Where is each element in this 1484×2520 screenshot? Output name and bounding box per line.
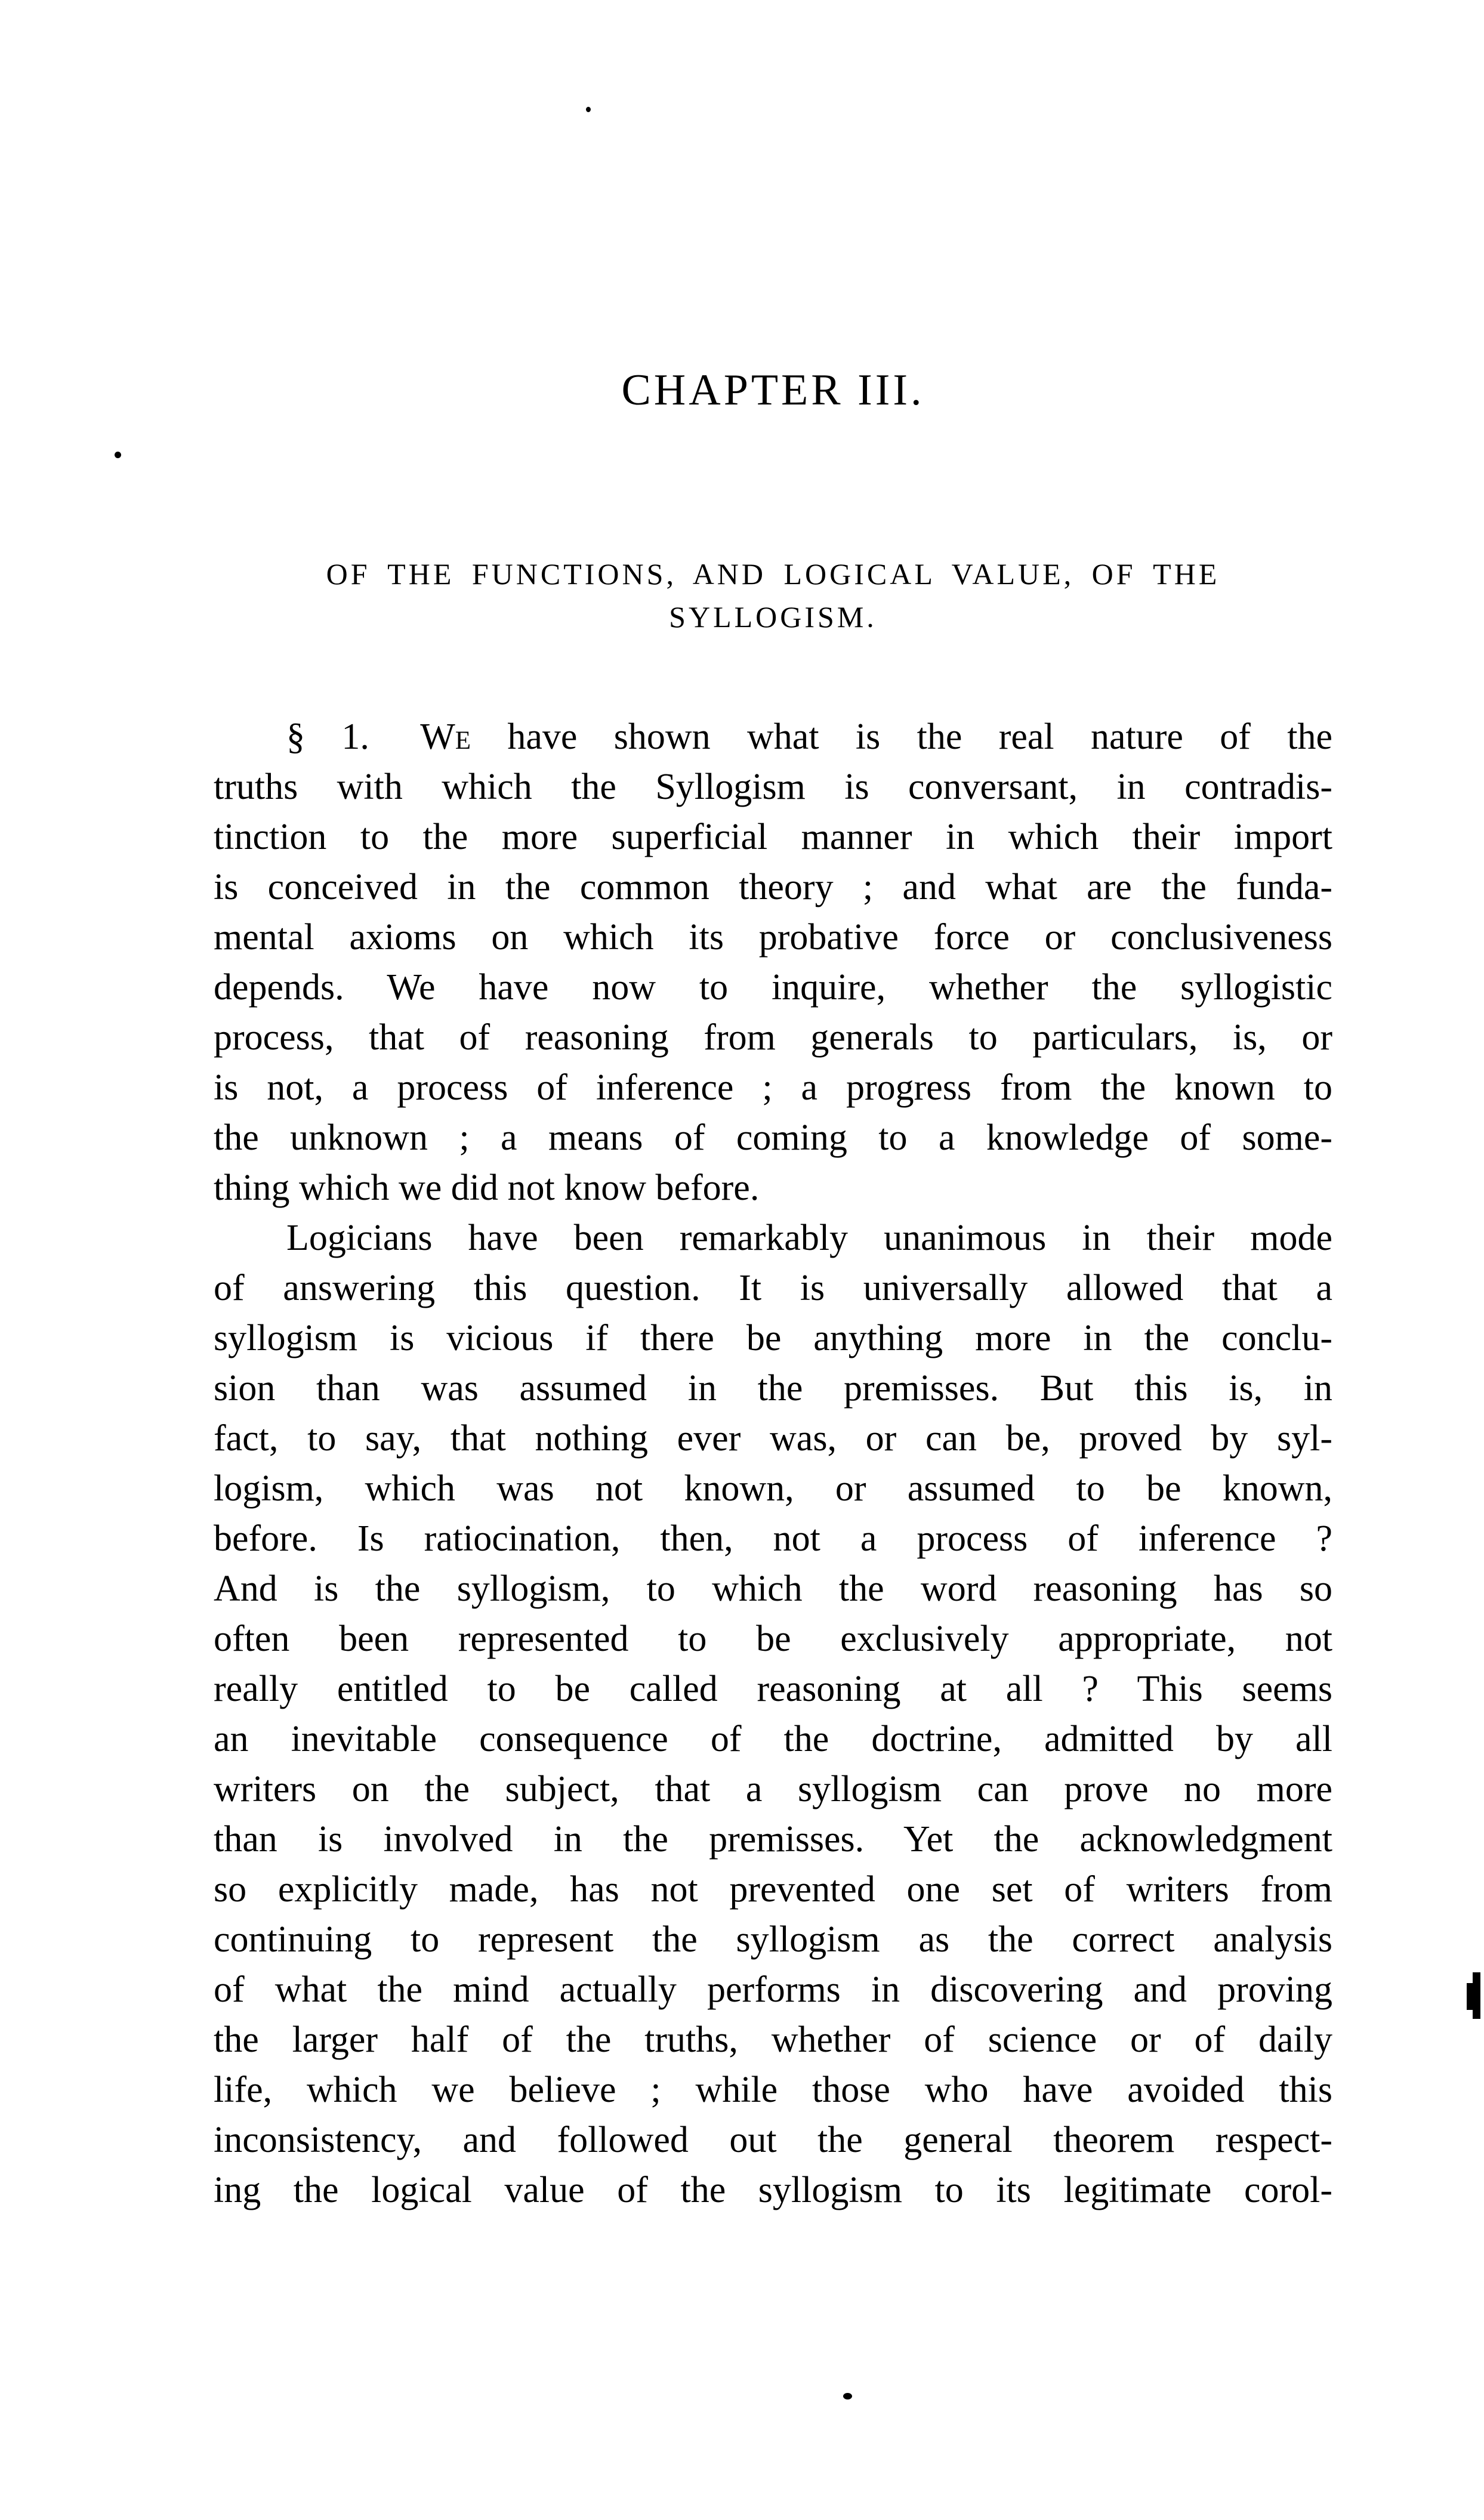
- text-line: process, that of reasoning from generals to particulars, is, or: [214, 1017, 1332, 1058]
- text-line: ing the logical value of the syllogism to its legitimate corol-: [214, 2170, 1332, 2210]
- text-line: depends. We have now to inquire, whether the syllogistic: [214, 967, 1332, 1008]
- text-line: And is the syllogism, to which the word reasoning has so: [214, 1568, 1332, 1609]
- text-line: Logicians have been remarkably unanimous in their mode: [286, 1218, 1332, 1258]
- text-line: so explicitly made, has not prevented one set of writers from: [214, 1869, 1332, 1910]
- text-line: syllogism is vicious if there be anything more in the conclu-: [214, 1318, 1332, 1358]
- section-title-line: OF THE FUNCTIONS, AND LOGICAL VALUE, OF THE: [326, 557, 1220, 591]
- text-line: fact, to say, that nothing ever was, or can be, proved by syl-: [214, 1418, 1332, 1459]
- text-line: of answering this question. It is universally allowed that a: [214, 1268, 1332, 1308]
- text-line: mental axioms on which its probative force or conclusiveness: [214, 917, 1332, 958]
- margin-ink-mark: [1467, 1983, 1474, 2010]
- text-line: really entitled to be called reasoning at all ? This seems: [214, 1669, 1332, 1709]
- ink-speck: [115, 452, 121, 458]
- body-text: [214, 712, 1332, 2215]
- ink-speck: [843, 2393, 852, 2399]
- text-line: life, which we believe ; while those who have avoided this: [214, 2070, 1332, 2110]
- text-line: the larger half of the truths, whether of science or of daily: [214, 2019, 1332, 2060]
- ink-speck: [586, 107, 591, 112]
- text-line: is conceived in the common theory ; and what are the funda-: [214, 867, 1332, 907]
- text-line: logism, which was not known, or assumed to be known,: [214, 1468, 1332, 1509]
- text-line: is not, a process of inference ; a progress from the known to: [214, 1067, 1332, 1108]
- text-line: continuing to represent the syllogism as the correct analysis: [214, 1919, 1332, 1960]
- text-line: sion than was assumed in the premisses. But this is, in: [214, 1368, 1332, 1409]
- chapter-heading: CHAPTER III.: [621, 366, 925, 415]
- text-line: of what the mind actually performs in discovering and proving: [214, 1969, 1332, 2010]
- text-line: an inevitable consequence of the doctrine, admitted by all: [214, 1719, 1332, 1759]
- section-title: [214, 552, 1332, 638]
- text-line: inconsistency, and followed out the general theorem respect-: [214, 2120, 1332, 2160]
- text-line: [214, 712, 1332, 762]
- text-line: the unknown ; a means of coming to a knowledge of some-: [214, 1117, 1332, 1158]
- text-line: thing which we did not know before.: [214, 1168, 760, 1208]
- smallcaps-word: We: [420, 717, 471, 757]
- text-line: often been represented to be exclusively appropriate, not: [214, 1619, 1332, 1659]
- line-text: have shown what is the real nature of the: [507, 717, 1333, 757]
- text-line: than is involved in the premisses. Yet the acknowledgment: [214, 1819, 1332, 1860]
- section-number: § 1.: [286, 717, 369, 757]
- section-title-line: SYLLOGISM.: [669, 600, 877, 634]
- text-line: tinction to the more superficial manner in which their import: [214, 817, 1332, 857]
- text-line: truths with which the Syllogism is conversant, in contradis-: [214, 767, 1332, 807]
- text-line: writers on the subject, that a syllogism can prove no more: [214, 1769, 1332, 1809]
- text-line: before. Is ratiocination, then, not a process of inference ?: [214, 1518, 1332, 1559]
